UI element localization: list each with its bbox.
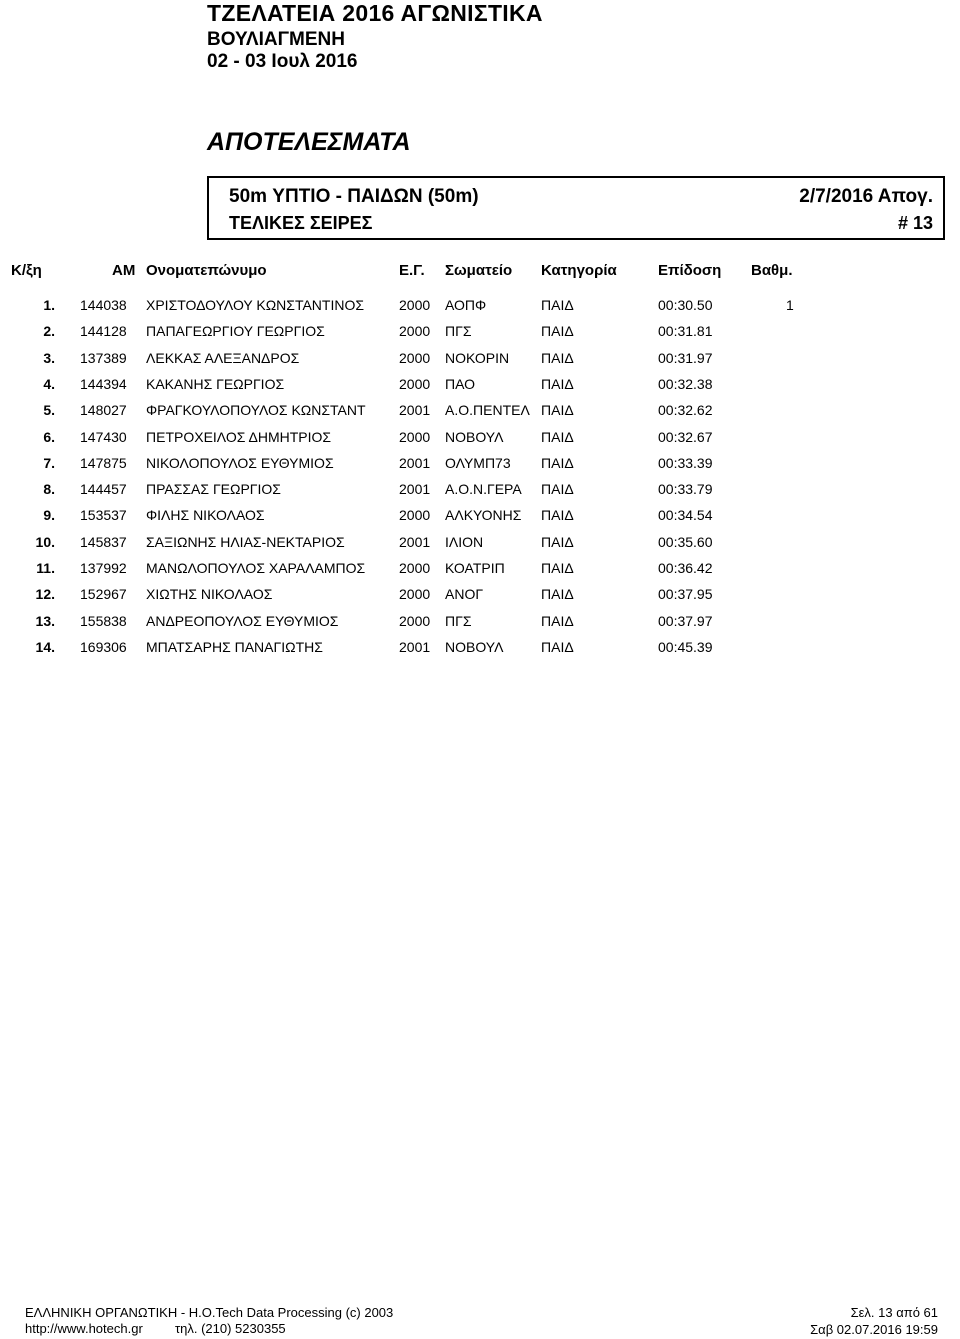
cell-cat: ΠΑΙΔ xyxy=(541,297,574,313)
cell-yob: 2000 xyxy=(399,323,431,340)
table-row xyxy=(0,586,960,612)
cell-name: ΚΑΚΑΝΗΣ ΓΕΩΡΓΙΟΣ xyxy=(146,375,285,392)
footer-url[interactable]: http://www.hotech.gr xyxy=(25,1321,143,1336)
cell-am: 155838 xyxy=(80,612,127,629)
cell-club: ΠΑΟ xyxy=(445,375,476,392)
cell-yob: 2001 xyxy=(399,481,431,498)
event-stage: ΤΕΛΙΚΕΣ ΣΕΙΡΕΣ xyxy=(229,213,373,233)
cell-cat: ΠΑΙΔ xyxy=(541,402,574,419)
cell-time: 00:33.39 xyxy=(658,454,713,471)
cell-name: ΠΑΠΑΓΕΩΡΓΙΟΥ ΓΕΩΡΓΙΟΣ xyxy=(146,323,325,340)
cell-time: 00:32.67 xyxy=(658,428,713,445)
cell-pos: 13. xyxy=(35,612,55,629)
cell-name: ΛΕΚΚΑΣ ΑΛΕΞΑΝΔΡΟΣ xyxy=(146,349,300,366)
cell-time: 00:45.39 xyxy=(658,638,713,655)
table-row xyxy=(0,613,960,639)
cell-pos: 14. xyxy=(35,638,55,655)
event-number: # 13 xyxy=(897,213,933,233)
cell-cat: ΠΑΙΔ xyxy=(541,638,574,655)
cell-pos: 5. xyxy=(43,402,55,419)
cell-yob: 2000 xyxy=(399,586,431,603)
cell-cat: ΠΑΙΔ xyxy=(541,375,574,392)
cell-pos: 3. xyxy=(43,349,55,366)
cell-am: 137389 xyxy=(80,349,127,366)
cell-name: ΑΝΔΡΕΟΠΟΥΛΟΣ ΕΥΘΥΜΙΟΣ xyxy=(146,612,339,629)
cell-yob: 2001 xyxy=(399,402,431,419)
col-cat: Κατηγορία xyxy=(541,262,617,279)
cell-time: 00:32.38 xyxy=(658,375,713,392)
table-row xyxy=(0,560,960,586)
cell-cat: ΠΑΙΔ xyxy=(541,428,574,445)
cell-yob: 2000 xyxy=(399,612,431,629)
cell-am: 144128 xyxy=(80,323,127,340)
footer-phone: τηλ. (210) 5230355 xyxy=(175,1321,286,1336)
cell-pos: 6. xyxy=(43,428,55,445)
cell-cat: ΠΑΙΔ xyxy=(541,586,574,603)
cell-yob: 2000 xyxy=(399,375,431,392)
cell-name: ΜΠΑΤΣΑΡΗΣ ΠΑΝΑΓΙΩΤΗΣ xyxy=(146,638,323,655)
cell-am: 147875 xyxy=(80,454,127,471)
event-box xyxy=(207,176,945,240)
cell-time: 00:32.62 xyxy=(658,402,713,419)
cell-yob: 2001 xyxy=(399,533,431,550)
cell-club: Α.Ο.ΠΕΝΤΕΛ xyxy=(445,402,530,419)
cell-cat: ΠΑΙΔ xyxy=(541,349,574,366)
table-row xyxy=(0,323,960,349)
header-title: ΤΖΕΛΑΤΕΙΑ 2016 ΑΓΩΝΙΣΤΙΚΑ xyxy=(207,0,543,26)
cell-yob: 2000 xyxy=(399,507,431,524)
cell-name: ΠΕΤΡΟΧΕΙΛΟΣ ΔΗΜΗΤΡΙΟΣ xyxy=(146,428,332,445)
cell-name: ΣΑΞΙΩΝΗΣ ΗΛΙΑΣ-ΝΕΚΤΑΡΙΟΣ xyxy=(146,533,345,550)
cell-name: ΜΑΝΩΛΟΠΟΥΛΟΣ ΧΑΡΑΛΑΜΠΟΣ xyxy=(146,560,366,576)
event-name: 50m ΥΠΤΙΟ - ΠΑΙΔΩΝ (50m) xyxy=(229,186,479,207)
cell-time: 00:30.50 xyxy=(658,297,713,313)
cell-name: ΧΙΩΤΗΣ ΝΙΚΟΛΑΟΣ xyxy=(146,586,273,603)
cell-name: ΝΙΚΟΛΟΠΟΥΛΟΣ ΕΥΘΥΜΙΟΣ xyxy=(146,454,334,471)
cell-am: 169306 xyxy=(80,638,127,655)
header-venue: ΒΟΥΛΙΑΓΜΕΝΗ xyxy=(207,29,345,50)
cell-yob: 2001 xyxy=(399,638,431,655)
event-date: 2/7/2016 Απογ. xyxy=(799,186,933,207)
cell-time: 00:35.60 xyxy=(658,533,713,550)
cell-time: 00:37.95 xyxy=(658,586,713,603)
col-pts: Βαθμ. xyxy=(751,262,793,279)
cell-pos: 7. xyxy=(43,454,55,471)
cell-cat: ΠΑΙΔ xyxy=(541,454,574,471)
table-row xyxy=(0,639,960,665)
cell-name: ΦΙΛΗΣ ΝΙΚΟΛΑΟΣ xyxy=(146,507,265,524)
cell-time: 00:31.97 xyxy=(658,349,713,366)
cell-cat: ΠΑΙΔ xyxy=(541,560,574,576)
results-title: ΑΠΟΤΕΛΕΣΜΑΤΑ xyxy=(207,128,411,156)
cell-club: ΑΝΟΓ xyxy=(445,586,484,603)
table-row xyxy=(0,507,960,533)
cell-pos: 11. xyxy=(36,560,55,576)
table-row xyxy=(0,402,960,428)
cell-club: ΝΟΒΟΥΛ xyxy=(445,638,504,655)
cell-am: 144457 xyxy=(80,481,127,498)
cell-am: 145837 xyxy=(80,533,127,550)
footer-org: ΕΛΛΗΝΙΚΗ ΟΡΓΑΝΩΤΙΚΗ - Η.Ο.Tech Data Processing (c) 2003 xyxy=(25,1305,394,1320)
cell-cat: ΠΑΙΔ xyxy=(541,507,574,524)
col-yob: Ε.Γ. xyxy=(399,262,425,279)
cell-yob: 2000 xyxy=(399,428,431,445)
col-pos: Κ/ξη xyxy=(11,262,42,279)
cell-pts: 1 xyxy=(786,297,794,313)
cell-club: ΟΛΥΜΠ73 xyxy=(445,454,511,471)
table-row xyxy=(0,376,960,402)
footer-page: Σελ. 13 από 61 xyxy=(850,1305,938,1320)
cell-am: 144394 xyxy=(80,375,127,392)
table-row xyxy=(0,481,960,507)
cell-am: 147430 xyxy=(80,428,127,445)
cell-yob: 2000 xyxy=(399,297,431,313)
cell-club: ΑΛΚΥΟΝΗΣ xyxy=(445,507,522,524)
cell-name: ΠΡΑΣΣΑΣ ΓΕΩΡΓΙΟΣ xyxy=(146,481,281,498)
cell-pos: 9. xyxy=(43,507,55,524)
cell-time: 00:37.97 xyxy=(658,612,713,629)
cell-time: 00:36.42 xyxy=(658,560,713,576)
cell-club: ΙΛΙΟΝ xyxy=(445,533,484,550)
cell-club: ΠΓΣ xyxy=(445,612,472,629)
footer-printed: Σαβ 02.07.2016 19:59 xyxy=(810,1322,938,1337)
cell-cat: ΠΑΙΔ xyxy=(541,612,574,629)
col-club: Σωματείο xyxy=(445,262,513,279)
cell-name: ΧΡΙΣΤΟΔΟΥΛΟΥ ΚΩΝΣΤΑΝΤΙΝΟΣ xyxy=(146,297,365,313)
cell-pos: 4. xyxy=(43,375,55,392)
cell-am: 144038 xyxy=(80,297,127,313)
cell-club: ΑΟΠΦ xyxy=(445,297,487,313)
cell-am: 137992 xyxy=(80,560,127,576)
table-row xyxy=(0,429,960,455)
col-name: Ονοματεπώνυμο xyxy=(146,262,267,279)
cell-cat: ΠΑΙΔ xyxy=(541,323,574,340)
cell-club: ΚΟΑΤΡΙΠ xyxy=(445,560,505,576)
cell-pos: 1. xyxy=(43,297,55,313)
cell-pos: 8. xyxy=(43,481,55,498)
cell-yob: 2000 xyxy=(399,560,431,576)
table-row xyxy=(0,534,960,560)
cell-cat: ΠΑΙΔ xyxy=(541,533,574,550)
header-dates: 02 - 03 Ιουλ 2016 xyxy=(207,51,358,72)
cell-pos: 10. xyxy=(35,533,55,550)
cell-yob: 2000 xyxy=(399,349,431,366)
col-am: ΑΜ xyxy=(112,262,136,279)
cell-club: Α.Ο.Ν.ΓΕΡΑ xyxy=(445,481,522,498)
cell-club: ΝΟΒΟΥΛ xyxy=(445,428,504,445)
cell-club: ΠΓΣ xyxy=(445,323,472,340)
cell-pos: 2. xyxy=(43,323,55,340)
cell-am: 152967 xyxy=(80,586,127,603)
cell-pos: 12. xyxy=(35,586,55,603)
cell-yob: 2001 xyxy=(399,454,431,471)
table-row xyxy=(0,297,960,323)
cell-time: 00:31.81 xyxy=(658,323,713,340)
cell-cat: ΠΑΙΔ xyxy=(541,481,574,498)
cell-time: 00:33.79 xyxy=(658,481,713,498)
cell-club: ΝΟΚΟΡΙΝ xyxy=(445,349,510,366)
table-row xyxy=(0,455,960,481)
col-time: Επίδοση xyxy=(658,262,722,279)
cell-time: 00:34.54 xyxy=(658,507,713,524)
cell-am: 148027 xyxy=(80,402,127,419)
cell-am: 153537 xyxy=(80,507,127,524)
cell-name: ΦΡΑΓΚΟΥΛΟΠΟΥΛΟΣ ΚΩΝΣΤΑΝΤ xyxy=(146,402,366,419)
table-row xyxy=(0,350,960,376)
